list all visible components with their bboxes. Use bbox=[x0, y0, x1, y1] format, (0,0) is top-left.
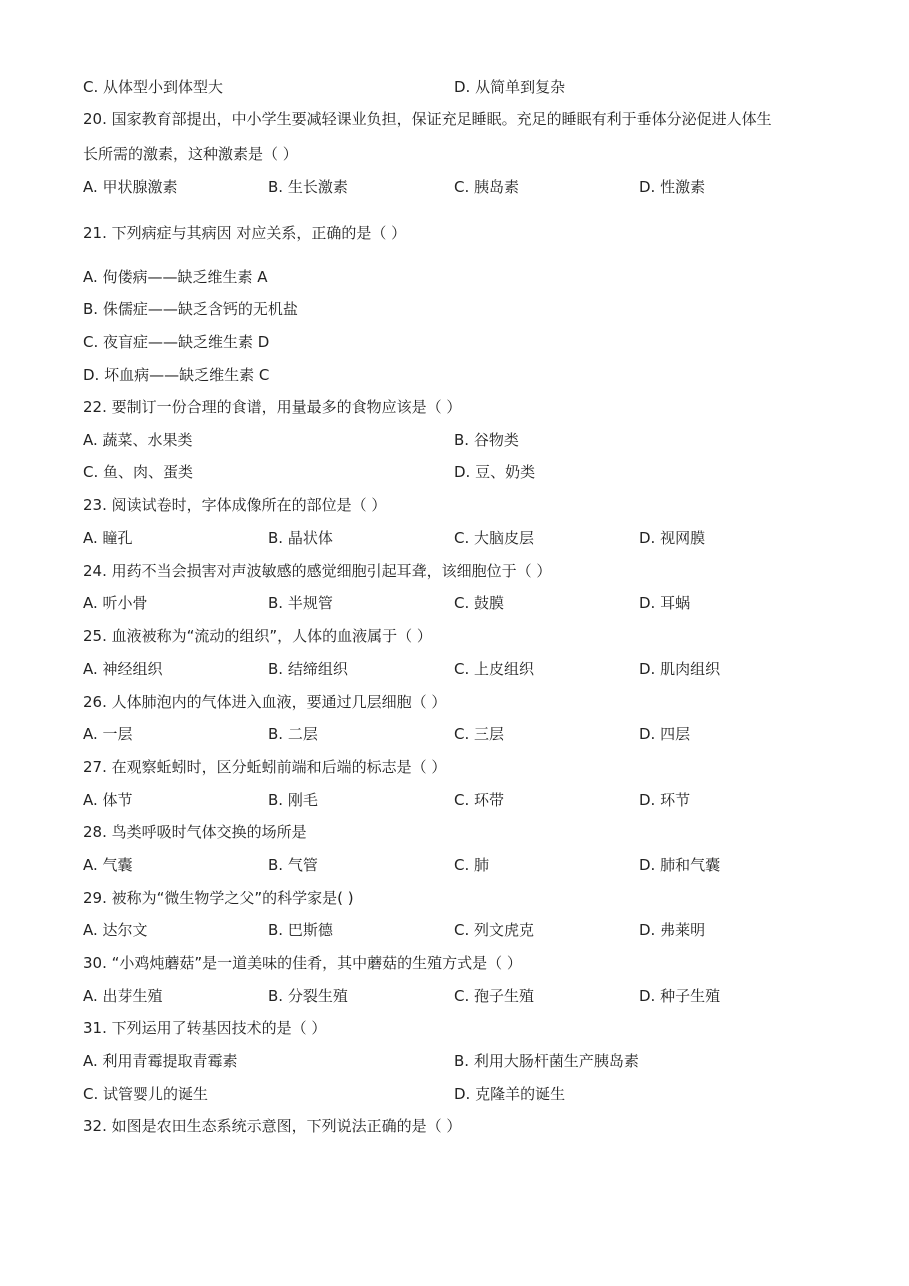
q28-option-a: A. 气囊 bbox=[83, 856, 133, 874]
q19-option-d: D. 从简单到复杂 bbox=[454, 78, 566, 96]
q29-option-c: C. 列文虎克 bbox=[454, 921, 535, 939]
q31-option-c: C. 试管婴儿的诞生 bbox=[83, 1085, 209, 1103]
q20-option-b: B. 生长激素 bbox=[268, 178, 348, 196]
q24-option-d: D. 耳蜗 bbox=[639, 594, 691, 612]
q23-option-a: A. 瞳孔 bbox=[83, 529, 133, 547]
q25-option-a: A. 神经组织 bbox=[83, 660, 163, 678]
q25-option-d: D. 肌肉组织 bbox=[639, 660, 721, 678]
q30-stem: 30. “小鸡炖蘑菇”是一道美味的佳肴，其中蘑菇的生殖方式是（ ） bbox=[83, 954, 522, 972]
q29-option-d: D. 弗莱明 bbox=[639, 921, 706, 939]
q26-option-d: D. 四层 bbox=[639, 725, 691, 743]
q30-option-b: B. 分裂生殖 bbox=[268, 987, 348, 1005]
q28-option-c: C. 肺 bbox=[454, 856, 490, 874]
q20-stem-line2: 长所需的激素，这种激素是（ ） bbox=[83, 145, 298, 163]
q31-option-d: D. 克隆羊的诞生 bbox=[454, 1085, 566, 1103]
q22-stem: 22. 要制订一份合理的食谱，用量最多的食物应该是（ ） bbox=[83, 398, 462, 416]
q26-option-a: A. 一层 bbox=[83, 725, 133, 743]
q30-option-c: C. 孢子生殖 bbox=[454, 987, 535, 1005]
q22-option-b: B. 谷物类 bbox=[454, 431, 519, 449]
q29-option-a: A. 达尔文 bbox=[83, 921, 148, 939]
q29-stem: 29. 被称为“微生物学之父”的科学家是( ) bbox=[83, 889, 354, 907]
q21-option-d: D. 坏血病——缺乏维生素 C bbox=[83, 366, 270, 384]
q31-option-b: B. 利用大肠杆菌生产胰岛素 bbox=[454, 1052, 639, 1070]
q28-option-b: B. 气管 bbox=[268, 856, 318, 874]
q27-option-d: D. 环节 bbox=[639, 791, 691, 809]
q27-option-b: B. 刚毛 bbox=[268, 791, 318, 809]
q25-option-c: C. 上皮组织 bbox=[454, 660, 535, 678]
q21-option-a: A. 佝偻病——缺乏维生素 A bbox=[83, 268, 268, 286]
q20-option-a: A. 甲状腺激素 bbox=[83, 178, 178, 196]
q22-option-a: A. 蔬菜、水果类 bbox=[83, 431, 193, 449]
q22-option-c: C. 鱼、肉、蛋类 bbox=[83, 463, 194, 481]
q21-stem: 21. 下列病症与其病因 对应关系，正确的是（ ） bbox=[83, 224, 407, 242]
q30-option-d: D. 种子生殖 bbox=[639, 987, 721, 1005]
q22-option-d: D. 豆、奶类 bbox=[454, 463, 536, 481]
q31-option-a: A. 利用青霉提取青霉素 bbox=[83, 1052, 238, 1070]
q20-stem-line1: 20. 国家教育部提出，中小学生要减轻课业负担，保证充足睡眠。充足的睡眠有利于垂体分泌促进人体生 bbox=[83, 110, 772, 128]
q27-option-c: C. 环带 bbox=[454, 791, 505, 809]
q20-option-d: D. 性激素 bbox=[639, 178, 706, 196]
q21-option-c: C. 夜盲症——缺乏维生素 D bbox=[83, 333, 270, 351]
q28-option-d: D. 肺和气囊 bbox=[639, 856, 721, 874]
q26-option-b: B. 二层 bbox=[268, 725, 318, 743]
q27-option-a: A. 体节 bbox=[83, 791, 133, 809]
q21-option-b: B. 侏儒症——缺乏含钙的无机盐 bbox=[83, 300, 298, 318]
q30-option-a: A. 出芽生殖 bbox=[83, 987, 163, 1005]
q23-option-c: C. 大脑皮层 bbox=[454, 529, 535, 547]
q25-option-b: B. 结缔组织 bbox=[268, 660, 348, 678]
q20-option-c: C. 胰岛素 bbox=[454, 178, 520, 196]
q23-option-b: B. 晶状体 bbox=[268, 529, 333, 547]
q25-stem: 25. 血液被称为“流动的组织”，人体的血液属于（ ） bbox=[83, 627, 432, 645]
q24-option-c: C. 鼓膜 bbox=[454, 594, 505, 612]
q24-stem: 24. 用药不当会损害对声波敏感的感觉细胞引起耳聋，该细胞位于（ ） bbox=[83, 562, 552, 580]
q27-stem: 27. 在观察蚯蚓时，区分蚯蚓前端和后端的标志是（ ） bbox=[83, 758, 447, 776]
q23-stem: 23. 阅读试卷时，字体成像所在的部位是（ ） bbox=[83, 496, 387, 514]
q26-option-c: C. 三层 bbox=[454, 725, 505, 743]
q28-stem: 28. 鸟类呼吸时气体交换的场所是 bbox=[83, 823, 307, 841]
q23-option-d: D. 视网膜 bbox=[639, 529, 706, 547]
q32-stem: 32. 如图是农田生态系统示意图，下列说法正确的是（ ） bbox=[83, 1117, 462, 1135]
q31-stem: 31. 下列运用了转基因技术的是（ ） bbox=[83, 1019, 327, 1037]
q24-option-a: A. 听小骨 bbox=[83, 594, 148, 612]
q26-stem: 26. 人体肺泡内的气体进入血液，要通过几层细胞（ ） bbox=[83, 693, 447, 711]
q24-option-b: B. 半规管 bbox=[268, 594, 333, 612]
q19-option-c: C. 从体型小到体型大 bbox=[83, 78, 224, 96]
q29-option-b: B. 巴斯德 bbox=[268, 921, 333, 939]
